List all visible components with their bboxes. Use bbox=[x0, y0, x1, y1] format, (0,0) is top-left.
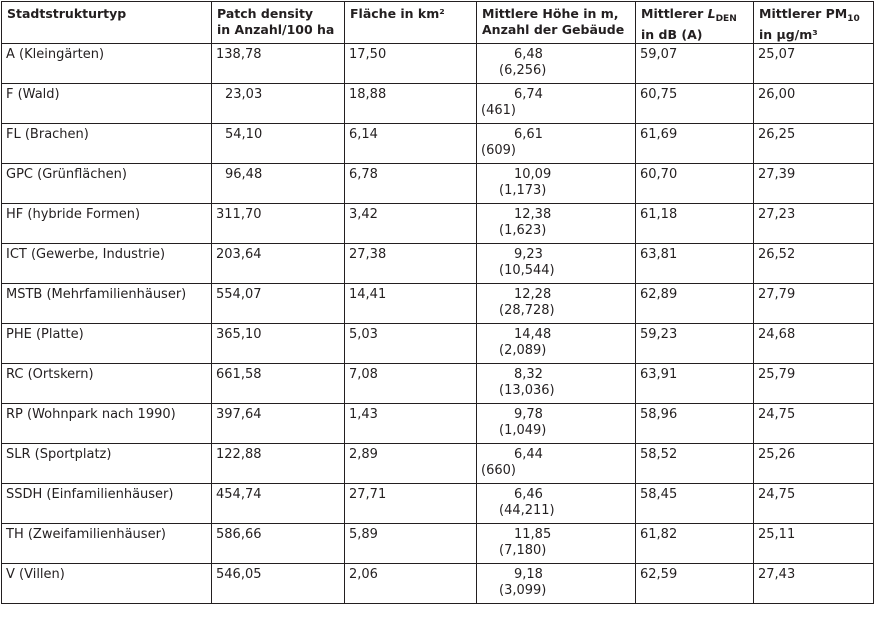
cell-pm: 25,11 bbox=[754, 524, 874, 564]
cell-lden: 61,82 bbox=[636, 524, 754, 564]
cell-area: 3,42 bbox=[345, 204, 477, 244]
cell-height-value: 6,44 bbox=[514, 447, 543, 462]
header-lden-subscript: DEN bbox=[715, 14, 737, 24]
table-row bbox=[2, 84, 874, 124]
cell-lden: 61,69 bbox=[636, 124, 754, 164]
cell-building-count: (13,036) bbox=[499, 383, 555, 398]
cell-building-count: (1,623) bbox=[499, 223, 547, 238]
table-row bbox=[2, 244, 874, 284]
cell-height-value: 6,48 bbox=[514, 47, 543, 62]
table-row bbox=[2, 284, 874, 324]
header-height-line2: Anzahl der Gebäude bbox=[482, 22, 625, 37]
cell-lden: 59,07 bbox=[636, 44, 754, 84]
cell-height-value: 6,74 bbox=[514, 87, 543, 102]
cell-lden: 59,23 bbox=[636, 324, 754, 364]
cell-height-value: 12,38 bbox=[514, 207, 552, 222]
header-density bbox=[212, 2, 345, 44]
header-pm-line1 bbox=[759, 6, 873, 27]
cell-height-value: 8,32 bbox=[514, 367, 543, 382]
cell-pm: 24,75 bbox=[754, 484, 874, 524]
cell-building-count: (28,728) bbox=[499, 303, 555, 318]
cell-type: GPC (Grünflächen) bbox=[2, 164, 212, 204]
cell-building-count: (44,211) bbox=[499, 503, 555, 518]
header-pm-prefix: Mittlerer PM bbox=[759, 6, 848, 21]
cell-pm: 26,25 bbox=[754, 124, 874, 164]
cell-height-value: 14,48 bbox=[514, 327, 552, 342]
header-pm bbox=[754, 2, 874, 44]
cell-pm: 25,07 bbox=[754, 44, 874, 84]
cell-height bbox=[477, 364, 636, 404]
table-row bbox=[2, 484, 874, 524]
cell-area: 14,41 bbox=[345, 284, 477, 324]
cell-type: FL (Brachen) bbox=[2, 124, 212, 164]
cell-density: 23,03 bbox=[212, 84, 345, 124]
cell-height bbox=[477, 564, 636, 604]
header-height-line1: Mittlere Höhe in m, bbox=[482, 6, 619, 21]
cell-pm: 27,43 bbox=[754, 564, 874, 604]
cell-height-value: 10,09 bbox=[514, 167, 552, 182]
header-lden-line1 bbox=[641, 6, 753, 27]
cell-type: HF (hybride Formen) bbox=[2, 204, 212, 244]
cell-building-count: (609) bbox=[481, 143, 516, 158]
header-density-line1: Patch density bbox=[217, 6, 314, 21]
header-height bbox=[477, 2, 636, 44]
cell-height bbox=[477, 44, 636, 84]
header-density-line2: in Anzahl/100 ha bbox=[217, 22, 335, 37]
table-row bbox=[2, 524, 874, 564]
table-row bbox=[2, 204, 874, 244]
cell-area: 2,89 bbox=[345, 444, 477, 484]
cell-height bbox=[477, 164, 636, 204]
cell-type: SSDH (Einfamilienhäuser) bbox=[2, 484, 212, 524]
cell-area: 17,50 bbox=[345, 44, 477, 84]
cell-density: 311,70 bbox=[212, 204, 345, 244]
cell-area: 6,78 bbox=[345, 164, 477, 204]
cell-height-value: 9,18 bbox=[514, 567, 543, 582]
cell-lden: 60,70 bbox=[636, 164, 754, 204]
cell-density: 546,05 bbox=[212, 564, 345, 604]
cell-lden: 63,81 bbox=[636, 244, 754, 284]
table-row bbox=[2, 564, 874, 604]
cell-area: 2,06 bbox=[345, 564, 477, 604]
cell-area: 27,38 bbox=[345, 244, 477, 284]
header-type bbox=[2, 2, 212, 44]
cell-lden: 58,45 bbox=[636, 484, 754, 524]
cell-building-count: (1,049) bbox=[499, 423, 547, 438]
cell-type: SLR (Sportplatz) bbox=[2, 444, 212, 484]
cell-building-count: (1,173) bbox=[499, 183, 547, 198]
cell-type: TH (Zweifamilienhäuser) bbox=[2, 524, 212, 564]
cell-building-count: (6,256) bbox=[499, 63, 547, 78]
cell-density: 138,78 bbox=[212, 44, 345, 84]
cell-pm: 25,26 bbox=[754, 444, 874, 484]
cell-type: RC (Ortskern) bbox=[2, 364, 212, 404]
table-row bbox=[2, 164, 874, 204]
cell-density: 203,64 bbox=[212, 244, 345, 284]
cell-pm: 26,52 bbox=[754, 244, 874, 284]
table-body bbox=[2, 44, 874, 604]
cell-lden: 61,18 bbox=[636, 204, 754, 244]
table-row bbox=[2, 404, 874, 444]
cell-pm: 27,79 bbox=[754, 284, 874, 324]
city-structure-table bbox=[1, 1, 874, 604]
cell-height bbox=[477, 204, 636, 244]
cell-type: A (Kleingärten) bbox=[2, 44, 212, 84]
cell-density: 454,74 bbox=[212, 484, 345, 524]
cell-height bbox=[477, 84, 636, 124]
cell-height bbox=[477, 284, 636, 324]
header-area bbox=[345, 2, 477, 44]
cell-height-value: 6,61 bbox=[514, 127, 543, 142]
cell-height-value: 6,46 bbox=[514, 487, 543, 502]
cell-type: PHE (Platte) bbox=[2, 324, 212, 364]
cell-type: F (Wald) bbox=[2, 84, 212, 124]
cell-building-count: (10,544) bbox=[499, 263, 555, 278]
cell-height bbox=[477, 124, 636, 164]
cell-type: ICT (Gewerbe, Industrie) bbox=[2, 244, 212, 284]
header-row bbox=[2, 2, 874, 44]
cell-pm: 24,75 bbox=[754, 404, 874, 444]
cell-type: MSTB (Mehrfamilienhäuser) bbox=[2, 284, 212, 324]
table-row bbox=[2, 124, 874, 164]
cell-area: 6,14 bbox=[345, 124, 477, 164]
cell-density: 365,10 bbox=[212, 324, 345, 364]
cell-lden: 62,59 bbox=[636, 564, 754, 604]
cell-height-value: 9,78 bbox=[514, 407, 543, 422]
cell-area: 5,89 bbox=[345, 524, 477, 564]
cell-height bbox=[477, 404, 636, 444]
cell-density: 54,10 bbox=[212, 124, 345, 164]
cell-density: 122,88 bbox=[212, 444, 345, 484]
header-area-label: Fläche in km² bbox=[350, 6, 445, 21]
cell-building-count: (2,089) bbox=[499, 343, 547, 358]
cell-pm: 27,39 bbox=[754, 164, 874, 204]
cell-lden: 63,91 bbox=[636, 364, 754, 404]
cell-lden: 58,96 bbox=[636, 404, 754, 444]
cell-area: 5,03 bbox=[345, 324, 477, 364]
header-lden-prefix: Mittlerer bbox=[641, 6, 708, 21]
cell-lden: 58,52 bbox=[636, 444, 754, 484]
cell-building-count: (660) bbox=[481, 463, 516, 478]
table-row bbox=[2, 364, 874, 404]
cell-height-value: 12,28 bbox=[514, 287, 552, 302]
cell-density: 397,64 bbox=[212, 404, 345, 444]
header-pm-subscript: 10 bbox=[847, 14, 860, 24]
cell-height-value: 11,85 bbox=[514, 527, 552, 542]
cell-lden: 62,89 bbox=[636, 284, 754, 324]
cell-pm: 25,79 bbox=[754, 364, 874, 404]
cell-area: 27,71 bbox=[345, 484, 477, 524]
cell-height bbox=[477, 444, 636, 484]
cell-height bbox=[477, 244, 636, 284]
cell-lden: 60,75 bbox=[636, 84, 754, 124]
cell-density: 586,66 bbox=[212, 524, 345, 564]
header-type-label: Stadtstrukturtyp bbox=[7, 6, 127, 21]
cell-pm: 27,23 bbox=[754, 204, 874, 244]
cell-height bbox=[477, 324, 636, 364]
cell-type: V (Villen) bbox=[2, 564, 212, 604]
cell-height bbox=[477, 484, 636, 524]
cell-density: 554,07 bbox=[212, 284, 345, 324]
cell-height-value: 9,23 bbox=[514, 247, 543, 262]
cell-building-count: (461) bbox=[481, 103, 516, 118]
cell-pm: 24,68 bbox=[754, 324, 874, 364]
cell-height bbox=[477, 524, 636, 564]
header-lden-symbol: L bbox=[707, 6, 716, 21]
table-row bbox=[2, 444, 874, 484]
header-lden-line2: in dB (A) bbox=[641, 27, 703, 42]
cell-area: 1,43 bbox=[345, 404, 477, 444]
cell-pm: 26,00 bbox=[754, 84, 874, 124]
cell-building-count: (7,180) bbox=[499, 543, 547, 558]
header-pm-line2: in µg/m³ bbox=[759, 27, 818, 42]
cell-type: RP (Wohnpark nach 1990) bbox=[2, 404, 212, 444]
cell-density: 96,48 bbox=[212, 164, 345, 204]
cell-area: 7,08 bbox=[345, 364, 477, 404]
table-row bbox=[2, 324, 874, 364]
table-row bbox=[2, 44, 874, 84]
cell-building-count: (3,099) bbox=[499, 583, 547, 598]
header-lden bbox=[636, 2, 754, 44]
cell-area: 18,88 bbox=[345, 84, 477, 124]
cell-density: 661,58 bbox=[212, 364, 345, 404]
